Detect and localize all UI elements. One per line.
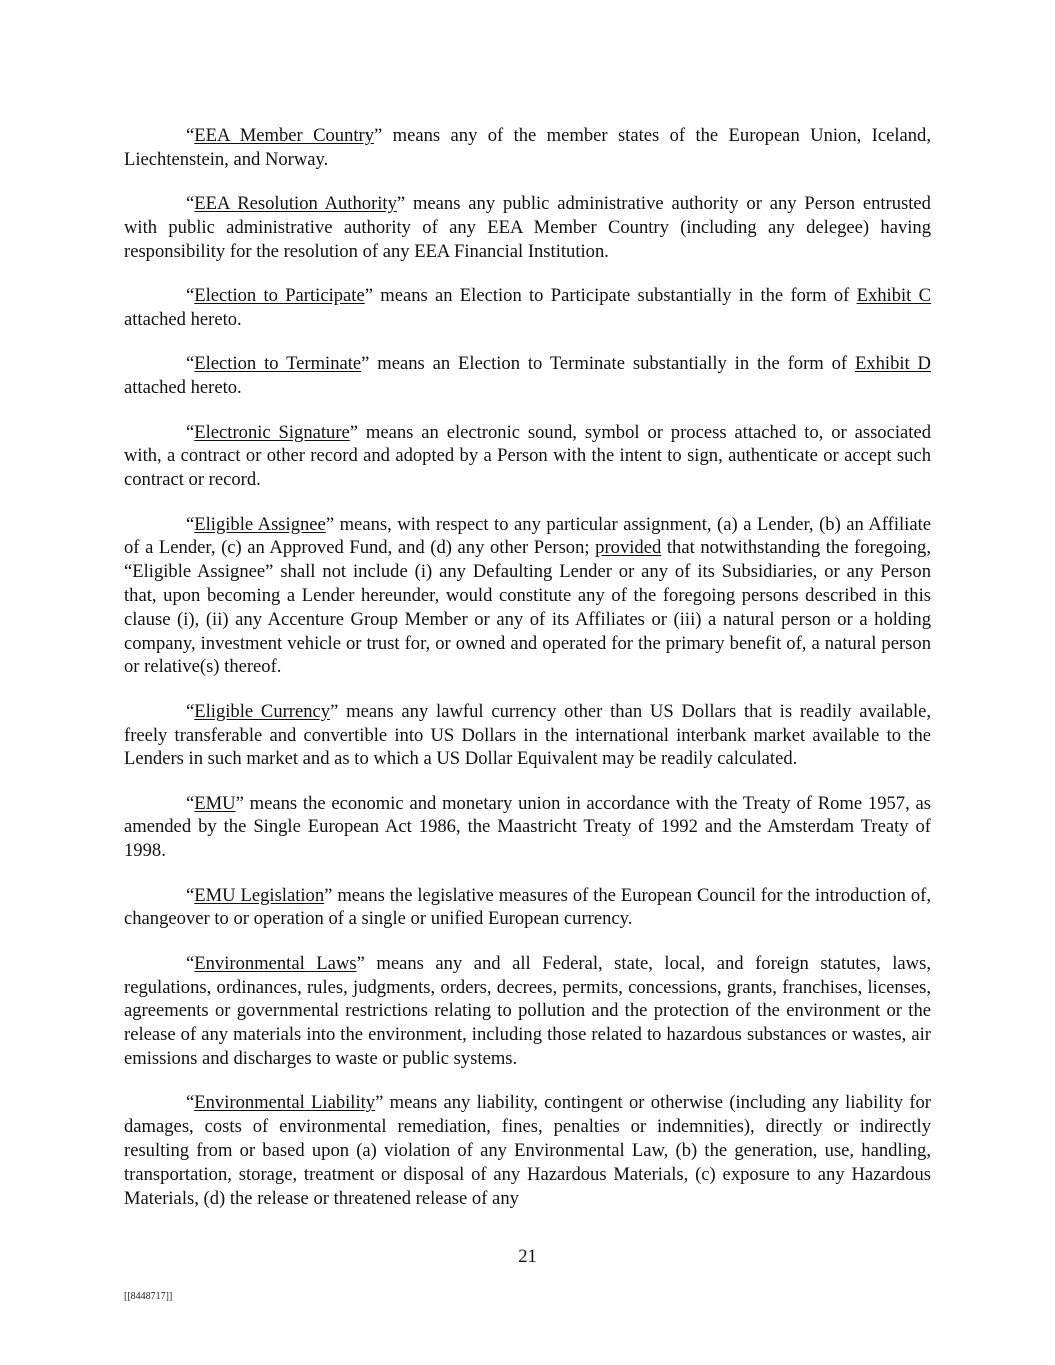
quote: “ [186, 952, 195, 974]
definition-emu [124, 792, 931, 863]
quote: “ [186, 421, 195, 443]
definition-text: ” means an electronic sound, symbol or process attached to, or associated with, a contract or other record and adopted by a Person with the intent to sign, authenticate or accept such contract or record. [124, 421, 931, 491]
quote: “ [186, 1092, 195, 1114]
definition-text: ” means the legislative measures of the European Council for the introduction of, changeover to or operation of a single or unified European currency. [124, 884, 931, 930]
definition-electronic-signature [124, 421, 931, 492]
definition-text: ” means any lawful currency other than US Dollars that is readily available, freely transferable and convertible into US Dollars in the international interbank market available to the Lenders in such market and as to which a US Dollar Equivalent may be readily calculated. [124, 700, 932, 770]
provided-keyword: provided [595, 537, 662, 559]
defined-term: Electronic Signature [194, 421, 350, 443]
definition-election-to-terminate [124, 352, 931, 400]
quote: “ [186, 792, 195, 814]
defined-term: Election to Terminate [194, 353, 362, 375]
defined-term: EEA Resolution Authority [194, 193, 397, 215]
definition-emu-legislation [124, 884, 931, 932]
definition-tail: that notwithstanding the foregoing, “Eligible Assignee” shall not include (i) any Defaulting Lender or any of its Subsidiaries, or any Person that, upon becoming a Lender hereunder, would constitute any of the foregoing persons described in this clause (i), (ii) any Accenture Group Member or any of its Affiliates or (iii) a natural person or a holding company, investment vehicle or trust for, or owned and operated for the primary benefit of, a natural person or relative(s) thereof. [124, 537, 931, 678]
definition-eea-member-country [124, 124, 931, 172]
quote: “ [186, 353, 195, 375]
quote: “ [186, 193, 195, 215]
defined-term: Environmental Liability [194, 1092, 376, 1114]
definition-text: ” means, with respect to any particular assignment, (a) a Lender, (b) an Affiliate of a Lender, (c) an Approved Fund, and (d) any other Person; [124, 513, 932, 559]
definition-text: ” means any liability, contingent or otherwise (including any liability for damages, costs of environmental remediation, fines, penalties or indemnities), directly or indirectly resulting from or based upon (a) violation of any Environmental Law, (b) the generation, use, handling, transportation, storage, treatment or disposal of any Hazardous Materials, (c) exposure to any Hazardous Materials, (d) the release or threatened release of any [124, 1092, 931, 1209]
exhibit-reference: Exhibit C [856, 285, 931, 307]
quote: “ [186, 513, 195, 535]
document-id: [[8448717]] [124, 1291, 173, 1302]
definition-text: ” means an Election to Terminate substantially in the form of [361, 353, 855, 375]
definition-eligible-currency [124, 700, 931, 771]
definition-text: ” means any of the member states of the European Union, Iceland, Liechtenstein, and Norway. [124, 125, 931, 170]
definition-text: ” means an Election to Participate substantially in the form of [364, 285, 857, 307]
defined-term: Election to Participate [194, 285, 365, 307]
definition-eea-resolution-authority [124, 192, 931, 263]
quote: “ [186, 700, 195, 722]
quote: “ [186, 125, 195, 146]
definition-text: ” means any public administrative authority or any Person entrusted with public administrative authority of any EEA Member Country (including any delegee) having responsibility for the resolution of any EEA Financial Institution. [124, 193, 931, 262]
quote: “ [186, 884, 195, 906]
definition-environmental-laws [124, 952, 931, 1071]
page-number: 21 [518, 1246, 537, 1267]
definition-election-to-participate [124, 284, 931, 332]
definition-text: ” means any and all Federal, state, local, and foreign statutes, laws, regulations, ordinances, rules, judgments, orders, decrees, permits, concessions, grants, franchises, licenses, agreements or governmental restrictions relating to pollution and the protection of the environment or the release of any materials into the environment, including those related to hazardous substances or wastes, air emissions and discharges to waste or public systems. [124, 952, 931, 1070]
defined-term: Eligible Currency [194, 700, 331, 722]
definition-environmental-liability [124, 1091, 931, 1210]
definition-tail: attached hereto. [124, 377, 242, 399]
defined-term: EMU Legislation [194, 884, 325, 906]
defined-term: EMU [194, 792, 236, 814]
defined-term: Eligible Assignee [194, 513, 326, 535]
exhibit-reference: Exhibit D [854, 353, 931, 375]
quote: “ [186, 285, 195, 307]
defined-term: Environmental Laws [194, 952, 357, 974]
defined-term: EEA Member Country [194, 125, 375, 146]
definition-tail: attached hereto. [124, 308, 242, 330]
definition-eligible-assignee [124, 513, 931, 680]
document-body [124, 124, 931, 1231]
definition-text: ” means the economic and monetary union in accordance with the Treaty of Rome 1957, as amended by the Single European Act 1986, the Maastricht Treaty of 1992 and the Amsterdam Treaty of 1998. [124, 792, 931, 862]
